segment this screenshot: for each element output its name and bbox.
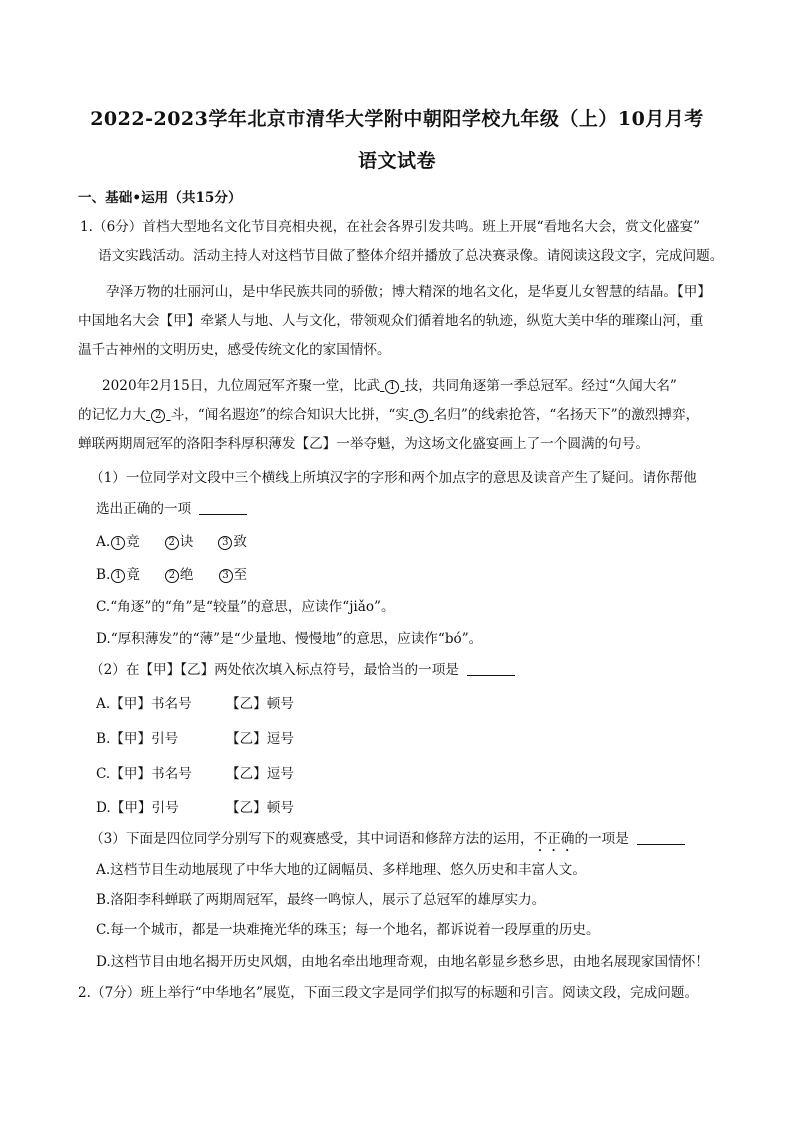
- option-letter: A.: [96, 534, 111, 550]
- subq1-stem-line2: [96, 497, 247, 517]
- option-part-jia: A.【甲】书名号: [96, 696, 192, 712]
- passage-text: 斗，“闻名遐迩”的综合知识大比拼，“实: [170, 407, 409, 423]
- q1-intro-line2: 语文实践活动。活动主持人对这档节目做了整体介绍并播放了总决赛录像。请阅读这段文字，完成问题。: [98, 248, 724, 264]
- subq1-option-a[interactable]: [96, 530, 247, 550]
- circled-number: 1: [111, 569, 125, 583]
- subq1-option-d[interactable]: D.“厚积薄发”的“薄”是“少量地、慢慢地”的意思，应读作“bó”。: [96, 631, 483, 647]
- answer-blank[interactable]: [637, 832, 685, 845]
- option-letter: B.: [96, 567, 111, 583]
- passage-text: 的记忆力大: [78, 407, 146, 423]
- subq1-option-b[interactable]: [96, 563, 247, 583]
- option-item: 竟: [126, 567, 140, 583]
- blank-1: [380, 378, 405, 394]
- option-item: 至: [233, 567, 248, 583]
- option-item: 诀: [179, 534, 194, 550]
- subq2-option-b[interactable]: [96, 727, 294, 747]
- exam-subtitle: 语文试卷: [357, 150, 436, 172]
- subq2-option-a[interactable]: [96, 692, 294, 712]
- circled-number: 1: [111, 536, 125, 550]
- section-heading: 一、基础•运用（共15分）: [78, 190, 242, 206]
- subq3-option-a[interactable]: A.这档节目生动地展现了中华大地的辽阔幅员、多样地理、悠久历史和丰富人文。: [96, 862, 586, 878]
- stem-text: （2）在【甲】【乙】两处依次填入标点符号，最恰当的一项是: [90, 662, 459, 678]
- stem-text: （3）下面是四位同学分别写下的观赛感受，其中词语和修辞方法的运用，: [90, 831, 534, 847]
- subq3-stem: [90, 827, 685, 855]
- option-part-jia: C.【甲】书名号: [96, 766, 192, 782]
- subq2-option-d[interactable]: [96, 796, 294, 816]
- blank-3: [409, 407, 434, 423]
- option-item: 致: [233, 534, 247, 550]
- option-part-yi: 【乙】逗号: [226, 766, 294, 782]
- passage-text: 名归”的线索抢答，“名扬天下”的激烈搏弈，: [433, 407, 700, 423]
- circled-number: 3: [218, 536, 232, 550]
- subq3-option-c[interactable]: C.每一个城市，都是一块难掩光华的珠玉；每一个地名，都诉说着一段厚重的历史。: [96, 922, 600, 938]
- q2-intro: 2.（7分）班上举行“中华地名”展览，下面三段文字是同学们拟写的标题和引言。阅读文段，完成问题。: [78, 985, 699, 1001]
- stem-text: 选出正确的一项: [96, 501, 192, 517]
- passage-text: 技，共同角逐第一季总冠军。经过“久闻大名”: [404, 378, 677, 394]
- option-part-yi: 【乙】顿号: [226, 800, 294, 816]
- option-item: 绝: [179, 567, 194, 583]
- circled-number: 3: [219, 569, 233, 583]
- subq2-stem: [90, 658, 515, 678]
- emphasized-text: 不正确: [533, 831, 575, 847]
- passage-p2-line2: [78, 403, 699, 423]
- circled-number: 2: [151, 409, 165, 423]
- passage-p1-line2: 中国地名大会【甲】牵紧人与地、人与文化，带领观众们循着地名的轨迹，纵览大美中华的璀璨山河，重: [78, 313, 704, 329]
- circled-number: 2: [165, 536, 179, 550]
- passage-p1-line3: 温千古神州的文明历史，感受传统文化的家国情怀。: [78, 342, 391, 358]
- passage-text: 2020年2月15日，九位周冠军齐聚一堂，比武: [102, 378, 381, 394]
- option-part-yi: 【乙】顿号: [226, 696, 294, 712]
- blank-2: [146, 407, 171, 423]
- subq3-option-b[interactable]: B.洛阳李科蝉联了两期周冠军，最终一鸣惊人，展示了总冠军的雄厚实力。: [96, 892, 546, 908]
- circled-number: 3: [414, 409, 428, 423]
- passage-p2-line3: 蝉联两期周冠军的洛阳李科厚积薄发【乙】一举夺魁，为这场文化盛宴画上了一个圆满的句号。: [78, 436, 649, 452]
- answer-blank[interactable]: [467, 663, 515, 676]
- subq1-option-c[interactable]: C.“角逐”的“角”是“较量”的意思，应读作“jiǎo”。: [96, 599, 395, 615]
- q1-intro-line1: 1.（6分）首档大型地名文化节目亮相央视，在社会各界引发共鸣。班上开展“看地名大会，赏文化盛宴”: [80, 219, 701, 235]
- subq3-option-d[interactable]: D.这档节目由地名揭开历史风烟，由地名牵出地理奇观，由地名彰显乡愁乡思，由地名展现家国情怀！: [96, 954, 709, 970]
- circled-number: 1: [385, 380, 399, 394]
- subq2-option-c[interactable]: [96, 762, 294, 782]
- option-part-yi: 【乙】逗号: [226, 731, 294, 747]
- option-part-jia: B.【甲】引号: [96, 731, 179, 747]
- option-part-jia: D.【甲】引号: [96, 800, 179, 816]
- subq1-stem-line1: （1）一位同学对文段中三个横线上所填汉字的字形和两个加点字的意思及读音产生了疑问。请你帮他: [90, 470, 697, 486]
- stem-text: 的一项是: [574, 831, 629, 847]
- answer-blank[interactable]: [199, 502, 247, 515]
- circled-number: 2: [165, 569, 179, 583]
- option-item: 竞: [126, 534, 140, 550]
- passage-p2-line1: [102, 374, 677, 394]
- exam-title: 2022-2023学年北京市清华大学附中朝阳学校九年级（上）10月月考: [90, 108, 704, 130]
- passage-p1-line1: 孕泽万物的壮丽河山，是中华民族共同的骄傲；博大精深的地名文化，是华夏儿女智慧的结晶。【甲】: [106, 284, 711, 300]
